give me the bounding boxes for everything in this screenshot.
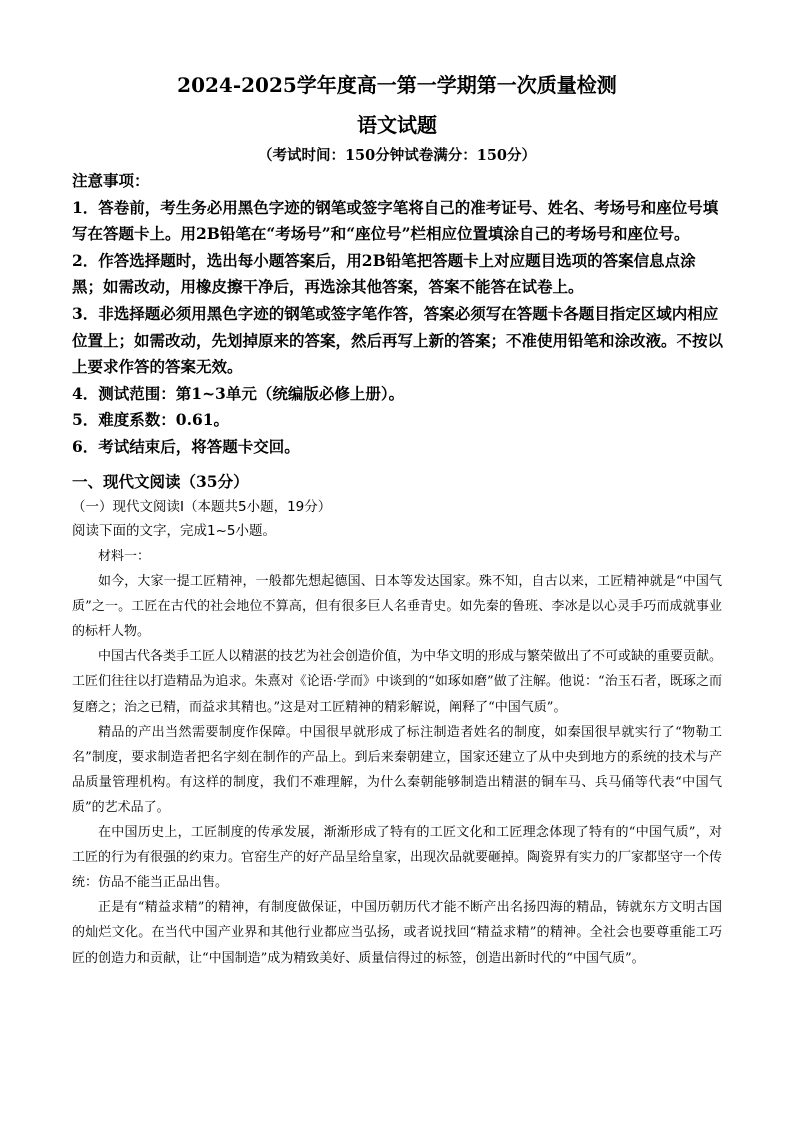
notice-heading: 注意事项： [72,171,150,190]
reading-paragraph-1: 如今，大家一提工匠精神，一般都先想起德国、日本等发达国家。殊不知，自古以来，工匠精神就是“中国气质”之一。工匠在古代的社会地位不算高，但有很多巨人名垂青史。如先秦的鲁班、李冰是以心灵手巧而成就事业的标杆人物。 [72,574,722,640]
reading-material [72,544,722,971]
exam-time-info: （考试时间：150分钟试卷满分：150分） [257,147,537,164]
notice-item-2: 2．作答选择题时，选出每小题答案后，用2B铅笔把答题卡上对应题目选项的答案信息点涂黑；如需改动，用橡皮擦干净后，再选涂其他答案，答案不能答在试卷上。 [72,250,696,297]
reading-paragraph-3: 精品的产出当然需要制度作保障。中国很早就形成了标注制造者姓名的制度，如秦国很早就实行了“物勒工名”制度，要求制造者把名字刻在制作的产品上。到后来秦朝建立，国家还建立了从中央到地方的系统的技术与产品质量管理机构。有这样的制度，我们不难理解，为什么秦朝能够制造出精湛的铜车马、兵马俑等代表“中国气质”的艺术品了。 [72,724,722,815]
notice-block [72,168,724,461]
notice-item-4: 4．测试范围：第1~3单元（统编版必修上册）。 [72,383,405,403]
material-label: 材料一： [98,549,151,564]
reading-paragraph-5: 正是有“精益求精”的精神，有制度做保证，中国历朝历代才能不断产出名扬四海的精品，铸就东方文明古国的灿烂文化。在当代中国产业界和其他行业都应当弘扬，或者说找回“精益求精”的精神。全社会也要尊重能工巧匠的创造力和贡献，让“中国制造”成为精致美好、质量信得过的标签，创造出新时代的“中国气质”。 [72,900,722,966]
notice-item-6: 6．考试结束后，将答题卡交回。 [72,436,300,456]
reading-paragraph-4: 在中国历史上，工匠制度的传承发展，渐渐形成了特有的工匠文化和工匠理念体现了特有的“中国气质”，对工匠的行为有很强的约束力。官窑生产的好产品呈给皇家，出现次品就要砸掉。陶瓷界有实力的厂家都坚守一个传统：仿品不能当正品出售。 [72,825,723,891]
reading-paragraph-2: 中国古代各类手工匠人以精湛的技艺为社会创造价值，为中华文明的形成与繁荣做出了不可或缺的重要贡献。工匠们往往以打造精品为追求。朱熹对《论语·学而》中谈到的“如琢如磨”做了注解。他说：“治玉石者，既琢之而复磨之；治之已精，而益求其精也。”这是对工匠精神的精彩解说，阐释了“中国气质”。 [72,649,723,715]
notice-item-5: 5．难度系数：0.61。 [72,410,230,430]
subsection-heading: （一）现代文阅读I（本题共5小题，19分） [72,499,332,515]
notice-item-1: 1．答卷前，考生务必用黑色字迹的钢笔或签字笔将自己的准考证号、姓名、考场号和座位号填写在答题卡上。用2B铅笔在“考场号”和“座位号”栏相应位置填涂自己的考场号和座位号。 [72,197,719,244]
exam-title: 2024-2025学年度高一第一学期第一次质量检测 [177,73,617,97]
subject-title: 语文试题 [357,113,437,137]
section-heading: 一、现代文阅读（35分） [72,472,249,491]
notice-item-3: 3．非选择题必须用黑色字迹的钢笔或签字笔作答，答案必须写在答题卡各题目指定区域内相应位置上；如需改动，先划掉原来的答案，然后再写上新的答案；不准使用铅笔和涂改液。不按以上要求作答的答案无效。 [72,303,724,377]
reading-instruction: 阅读下面的文字，完成1~5小题。 [72,523,276,539]
